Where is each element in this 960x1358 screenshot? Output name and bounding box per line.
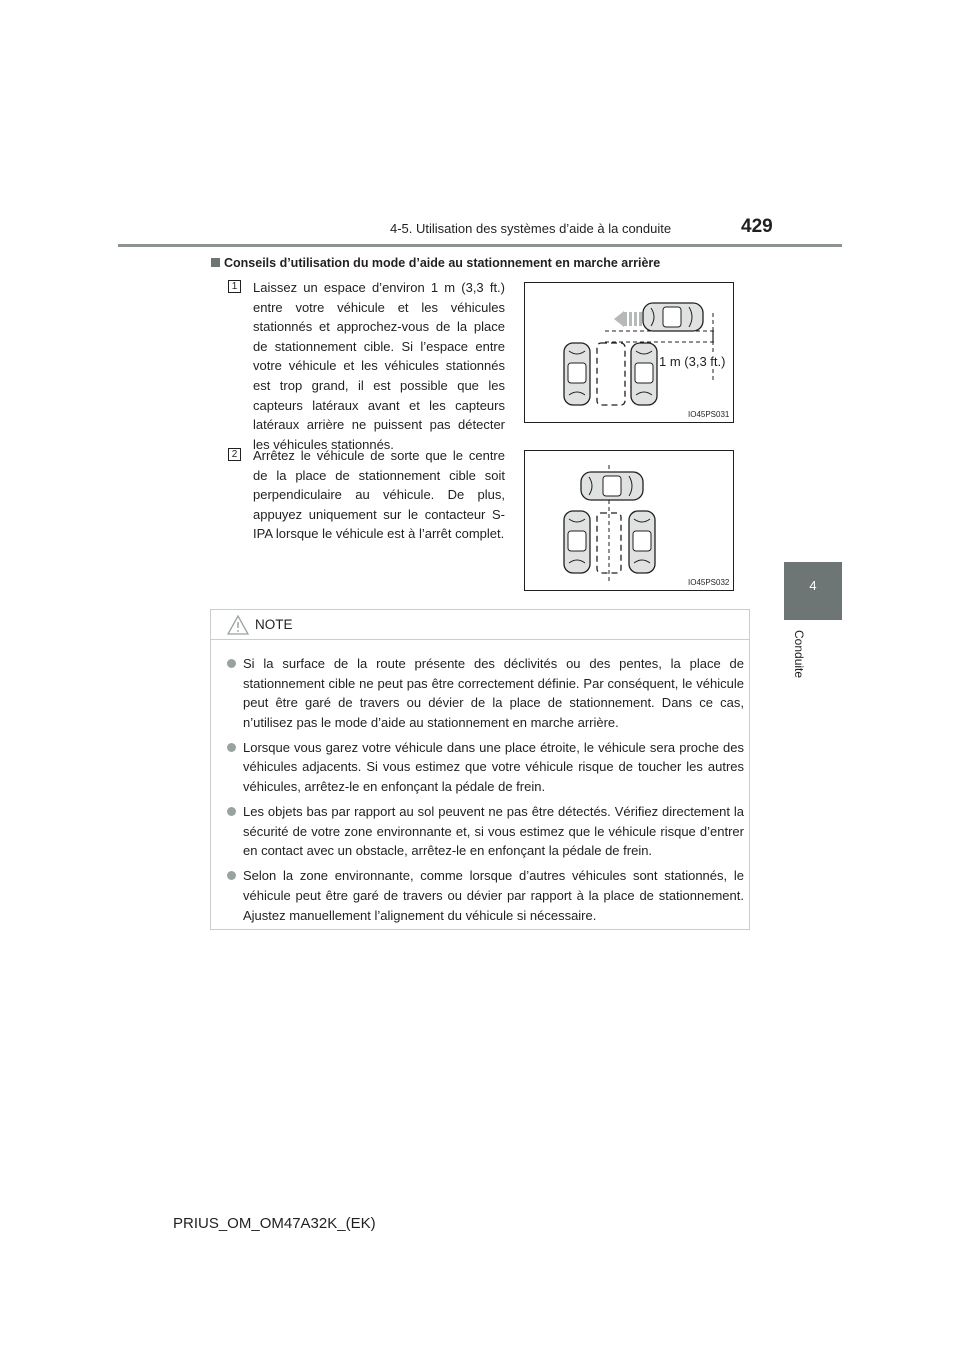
note-item-text: Lorsque vous garez votre véhicule dans une place étroite, le véhicule sera proche des véhicules adjacents. Si vous estimez que votre véhicule risque de toucher les autres véhicules, arrêtez-le en enfonçant la pédale de frein. <box>243 739 744 795</box>
page-number: 429 <box>741 216 773 237</box>
parked-car-icon <box>629 511 655 573</box>
moving-car-icon <box>643 303 703 331</box>
note-list <box>227 654 744 931</box>
section-heading <box>211 256 660 270</box>
parking-stop-illustration <box>525 451 733 590</box>
figure-step-2 <box>524 450 734 591</box>
square-bullet-icon <box>211 258 220 267</box>
bullet-icon <box>227 807 236 816</box>
section-heading-text: Conseils d’utilisation du mode d’aide au stationnement en marche arrière <box>224 256 661 270</box>
note-title: NOTE <box>255 617 293 632</box>
note-item <box>227 738 744 797</box>
header-rule <box>118 244 842 247</box>
note-item <box>227 654 744 732</box>
bullet-icon <box>227 871 236 880</box>
note-item-text: Si la surface de la route présente des déclivités ou des pentes, la place de stationnement cible ne peut pas être correctement définie. Par conséquent, le véhicule peut être garé de travers ou dévier de la place de stationnement. Dans ce cas, n’utilisez pas le mode d’aide au stationnement en marche arrière. <box>243 656 744 730</box>
note-item-text: Les objets bas par rapport au sol peuvent ne pas être détectés. Vérifiez directement la sécurité de votre zone environnante et, si vous estimez que le véhicule risque d’entrer en contact avec un obstacle, arrêtez-le en enfonçant la pédale de frein. <box>243 804 744 859</box>
note-item <box>227 866 744 925</box>
parked-car-icon <box>564 343 590 405</box>
step-2-text: Arrêtez le véhicule de sorte que le centre de la place de stationnement cible soit perpendiculaire au véhicule. De plus, appuyez uniquement sur le contacteur S-IPA lorsque le véhicule est à l’arrêt complet. <box>253 448 505 542</box>
step-2-number: 2 <box>228 448 241 461</box>
chapter-tab-label: Conduite <box>792 630 806 679</box>
warning-triangle-icon <box>227 615 249 635</box>
figure-code: IO45PS032 <box>688 578 730 587</box>
bullet-icon <box>227 659 236 668</box>
step-1-number: 1 <box>228 280 241 293</box>
bullet-icon <box>227 743 236 752</box>
note-item <box>227 802 744 861</box>
chapter-tab-number: 4 <box>809 578 817 593</box>
document-code: PRIUS_OM_OM47A32K_(EK) <box>173 1215 376 1232</box>
target-slot-outline <box>597 343 625 405</box>
parked-car-icon <box>564 511 590 573</box>
figure-code: IO45PS031 <box>688 410 730 419</box>
note-item-text: Selon la zone environnante, comme lorsque d’autres véhicules sont stationnés, le véhicule peut être garé de travers ou dévier par rapport à la place de stationnement. Ajustez manuellement l’alignement du véhicule si nécessaire. <box>243 868 744 923</box>
step-1-text: Laissez un espace d’environ 1 m (3,3 ft.) entre votre véhicule et les véhicules stationnés et approchez-vous de la place de stationnement cible. Si l’espace entre votre véhicule et les véhicules stationnés est trop grand, il est possible que les capteurs latéraux avant et les capteurs latéraux arrière ne puissent pas détecter les véhicules stationnés. <box>253 280 505 452</box>
parking-approach-illustration <box>525 283 733 422</box>
note-header <box>211 610 749 640</box>
note-box <box>210 609 750 930</box>
parked-car-icon <box>631 343 657 405</box>
direction-arrow-icon <box>614 311 642 327</box>
stopped-car-icon <box>581 472 643 500</box>
running-header-section: 4-5. Utilisation des systèmes d’aide à la conduite <box>390 221 672 236</box>
figure-step-1 <box>524 282 734 423</box>
distance-label: 1 m (3,3 ft.) <box>659 354 726 369</box>
